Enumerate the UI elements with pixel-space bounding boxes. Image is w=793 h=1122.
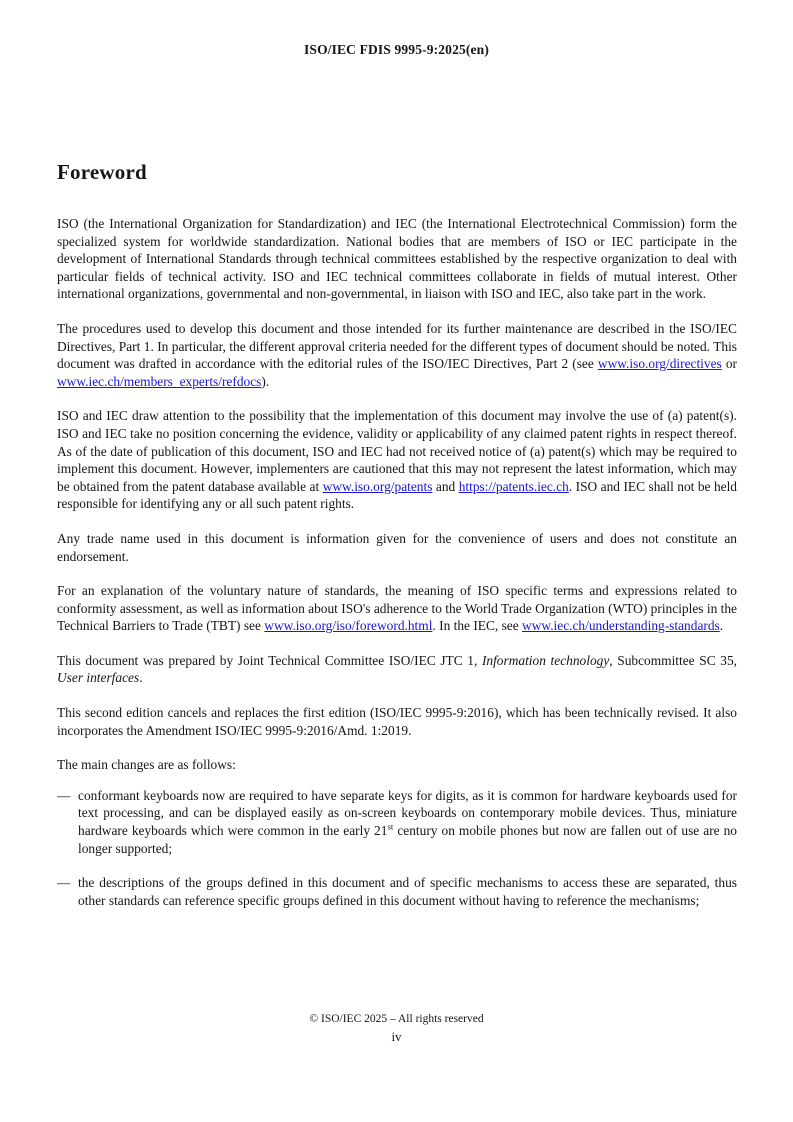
paragraph-procedures-text-a: The procedures used to develop this document and those intended for its further maintenance are described in the ISO/IEC Directives, Part 1. In particular, the different approval criteria needed for the different types of document should be noted. This document was drafted in accordance with the editorial rules of the ISO/IEC Directives, Part 2 (see [57,320,737,372]
paragraph-patents-text-c: . ISO and IEC shall not be held responsible for identifying any or all such patent rights. [57,478,738,512]
paragraph-procedures [57,320,737,390]
paragraph-committee-text-b: , Subcommittee SC 35, [609,652,737,668]
em-dash-marker-icon: — [57,875,71,891]
page-footer [0,1012,793,1045]
paragraph-edition-history: This second edition cancels and replaces the first edition (ISO/IEC 9995-9:2016), which has been technically revised. It also incorporates the Amendment ISO/IEC 9995-9:2016/Amd. 1:2019. [57,705,737,738]
running-header: ISO/IEC FDIS 9995-9:2025(en) [304,42,489,57]
ordinal-suffix: st [387,821,394,832]
list-item-text: the descriptions of the groups defined in this document and of specific mechanisms to access these are separated, thus other standards can reference specific groups defined in this document without having to reference the mechanisms; [78,875,737,908]
link-patents-iec-ch[interactable]: https://patents.iec.ch [458,478,569,494]
link-iso-patents[interactable]: www.iso.org/patents [322,478,433,494]
list-item-text-a: conformant keyboards now are required to have separate keys for digits, as it is common for hardware keyboards used for text processing, and can be displayed easily as on-screen keyboards on contemporary mobile devices. Thus, miniature hardware keyboards which were common in the early 21 [78,787,737,839]
change-list [57,787,737,910]
paragraph-procedures-text-c: ). [261,373,270,389]
list-item-text-b: century on mobile phones but now are fallen out of use are no longer supported; [78,823,737,856]
paragraph-wto-tbt [57,582,737,635]
paragraph-procedures-text-b: or [721,356,737,372]
link-iec-understanding-standards[interactable]: www.iec.ch/understanding-standards [522,618,720,634]
paragraph-committee-text-c: . [139,670,143,686]
page-title: Foreword [57,160,147,184]
list-item [57,874,737,909]
page-number: iv [391,1029,402,1044]
paragraph-patents-text-a: ISO and IEC draw attention to the possibility that the implementation of this document may involve the use of (a) patent(s). ISO and IEC take no position concerning the evidence, validity or applicability of any claimed patent rights in respect thereof. As of the date of publication of this document, ISO and IEC had not received notice of (a) patent(s) which may be required to implement this document. However, implementers are cautioned that this may not represent the latest information, which may be obtained from the patent database available at [57,408,737,494]
document-body [57,160,737,909]
paragraph-main-changes-leadin: The main changes are as follows: [57,757,236,773]
em-dash-marker-icon: — [57,787,71,803]
committee-title-information-technology: Information technology [481,652,610,668]
link-iec-members-experts-refdocs[interactable]: www.iec.ch/members_experts/refdocs [57,373,262,389]
paragraph-committee [57,652,737,687]
link-iso-foreword-html[interactable]: www.iso.org/iso/foreword.html [264,618,433,634]
paragraph-patents-text-b: and [432,478,459,494]
paragraph-committee-text-a: This document was prepared by Joint Technical Committee ISO/IEC JTC 1, [57,652,482,668]
subcommittee-title-user-interfaces: User interfaces [57,670,140,686]
paragraph-wto-tbt-text-c: . [719,618,724,634]
paragraph-wto-tbt-text-a: For an explanation of the voluntary nature of standards, the meaning of ISO specific terms and expressions related to conformity assessment, as well as information about ISO's adherence to the World Trade Organization (WTO) principles in the Technical Barriers to Trade (TBT) see [57,583,737,634]
list-item [57,787,737,857]
paragraph-trade-name: Any trade name used in this document is information given for the convenience of users and does not constitute an endorsement. [57,530,737,564]
paragraph-patents [57,407,737,513]
paragraph-scope-of-iso-iec: ISO (the International Organization for Standardization) and IEC (the International Electrotechnical Commission) form the specialized system for worldwide standardization. National bodies that are members of ISO or IEC participate in the development of International Standards through technical committees established by the respective organization to deal with particular fields of technical activity. ISO and IEC technical committees collaborate in fields of mutual interest. Other international organizations, governmental and non-governmental, in liaison with ISO and IEC, also take part in the work. [57,216,737,302]
paragraph-wto-tbt-text-b: . In the IEC, see [432,618,523,634]
link-iso-directives[interactable]: www.iso.org/directives [597,356,722,372]
copyright-notice: © ISO/IEC 2025 – All rights reserved [309,1013,484,1025]
